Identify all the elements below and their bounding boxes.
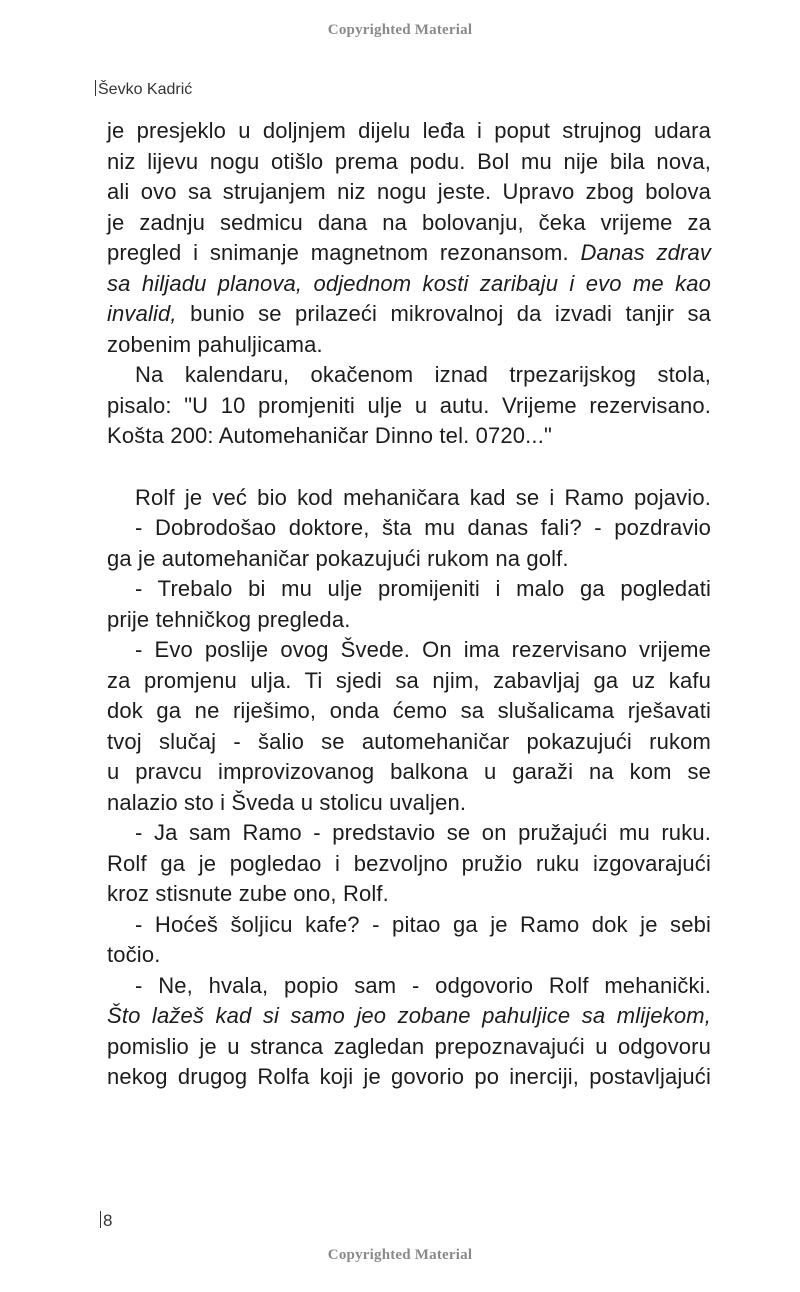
text-line: ga je automehaničar pokazujući rukom na golf. (107, 545, 569, 571)
text-run: bunio se prilazeći mikrovalnoj da izvadi tanjir sa (176, 301, 711, 326)
text-line: Rolf ga je pogledao i bezvoljno pružio ruku izgovarajući (107, 850, 711, 876)
text-line: zobenim pahuljicama. (107, 331, 323, 357)
text-line: - Ne, hvala, popio sam - odgovorio Rolf mehanički. (135, 972, 711, 998)
text-line: Na kalendaru, okačenom iznad trpezarijskog stola, (135, 362, 711, 387)
text-line: nekog drugog Rolfa koji je govorio po inerciji, postavljajući (107, 1064, 711, 1089)
author-name: Ševko Kadrić (98, 81, 193, 98)
text-line: pomislio je u stranca zagledan prepoznavajući u odgovoru (107, 1033, 711, 1059)
page-number-value: 8 (103, 1211, 113, 1230)
text-line (107, 269, 711, 300)
section-break (107, 452, 711, 483)
text-line: - Evo poslije ovog Švede. On ima rezervisano vrijeme (135, 637, 711, 662)
italic-run: sa hiljadu planova, odjednom kosti zaribaju i evo me kao (107, 270, 711, 296)
text-line: tvoj slučaj - šalio se automehaničar pokazujući rukom (107, 728, 711, 754)
running-header (95, 80, 192, 99)
text-line: ali ovo sa strujanjem niz nogu jeste. Upravo zbog bolova (107, 179, 711, 204)
text-line (107, 238, 711, 269)
italic-run: Danas zdrav (580, 240, 711, 265)
text-line: je presjeklo u doljnjem dijelu leđa i poput strujnog udara (107, 118, 711, 143)
text-line: dok ga ne riješimo, onda ćemo sa slušalicama rješavati (107, 698, 711, 723)
text-line: je zadnju sedmicu dana na bolovanju, čeka vrijeme za (107, 209, 711, 235)
text-line (107, 1001, 711, 1032)
text-line: Košta 200: Automehaničar Dinno tel. 0720..." (107, 423, 552, 448)
page-number-rule (100, 1211, 101, 1228)
text-line: - Trebalo bi mu ulje promijeniti i malo ga pogledati (135, 576, 711, 601)
copyright-watermark-bottom: Copyrighted Material (327, 1247, 473, 1263)
text-line: prije tehničkog pregleda. (107, 606, 351, 632)
text-line: nalazio sto i Šveda u stolicu uvaljen. (107, 789, 467, 815)
header-rule (95, 80, 96, 96)
page-number (100, 1211, 112, 1231)
body-text (107, 116, 711, 1093)
text-line: Rolf je već bio kod mehaničara kad se i Ramo pojavio. (135, 484, 711, 510)
text-line: točio. (107, 942, 161, 967)
copyright-watermark-top: Copyrighted Material (327, 22, 473, 38)
italic-run: Što lažeš kad si samo jeo zobane pahuljice sa mlijekom, (107, 1003, 711, 1028)
text-line (107, 299, 711, 330)
text-run: pregled i snimanje magnetnom rezonansom. (107, 240, 581, 265)
text-line: - Ja sam Ramo - predstavio se on pružajući mu ruku. (135, 820, 711, 845)
text-line: pisalo: "U 10 promjeniti ulje u autu. Vrijeme rezervisano. (107, 392, 711, 418)
text-line: za promjenu ulja. Ti sjedi sa njim, zabavljaj ga uz kafu (107, 667, 711, 693)
text-line: - Dobrodošao doktore, šta mu danas fali? - pozdravio (135, 515, 711, 540)
text-line: u pravcu improvizovanog balkona u garaži na kom se (107, 759, 711, 784)
text-line: - Hoćeš šoljicu kafe? - pitao ga je Ramo dok je sebi (135, 911, 711, 937)
text-line: kroz stisnute zube ono, Rolf. (107, 881, 389, 906)
italic-run: invalid, (107, 301, 177, 326)
text-line: niz lijevu nogu otišlo prema podu. Bol mu nije bila nova, (107, 148, 711, 174)
